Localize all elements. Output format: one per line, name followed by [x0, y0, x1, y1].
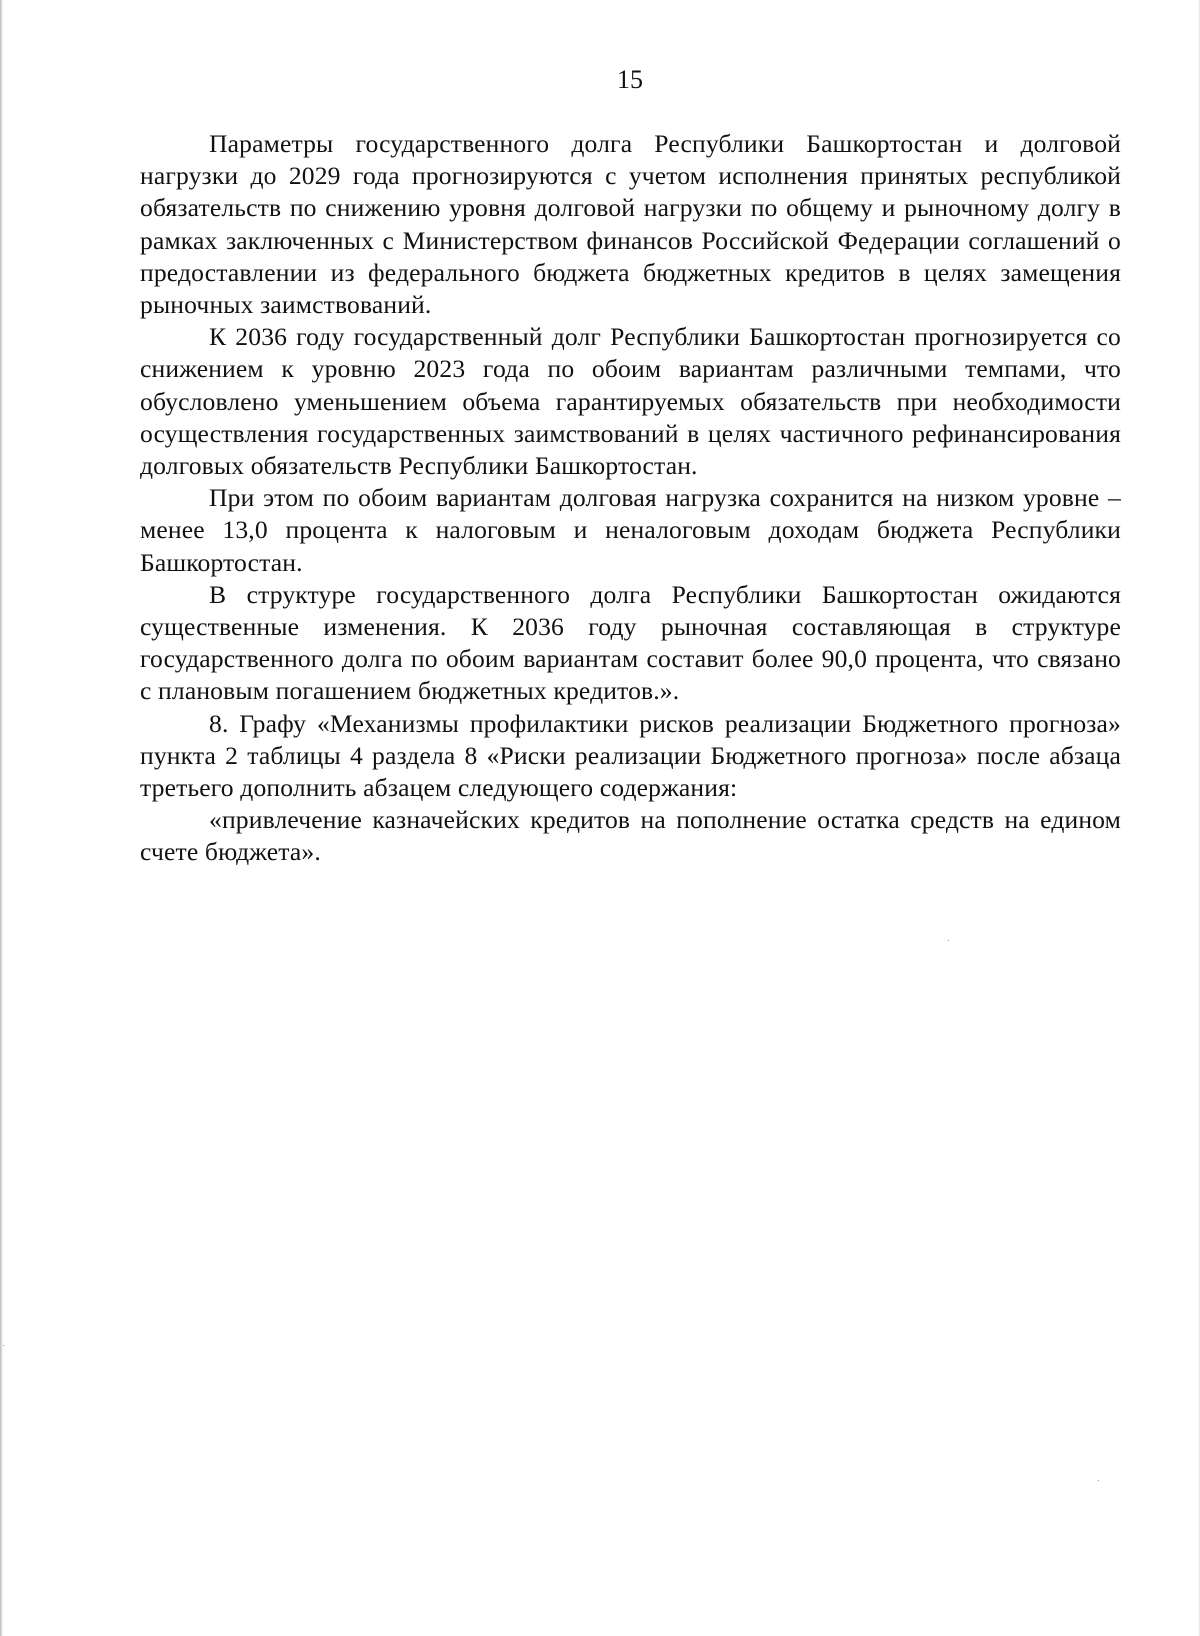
page-number: 15 [617, 65, 643, 94]
paragraph-amendment-quote: «привлечение казначейских кредитов на пополнение остатка средств на едином счете бюджета». [140, 805, 1121, 867]
paragraph-debt-structure: В структуре государственного долга Республики Башкортостан ожидаются существенные изменения. К 2036 году рыночная составляющая в структуре государственного долга по обоим вариантам составит более 90,0 процента, что связано с плановым погашением бюджетных кредитов.». [140, 579, 1121, 706]
scan-edge-left [0, 0, 3, 1636]
paragraph-amendment-8: 8. Графу «Механизмы профилактики рисков реализации Бюджетного прогноза» пункта 2 таблицы 4 раздела 8 «Риски реализации Бюджетного прогноза» после абзаца третьего дополнить абзацем следующего содержания: [140, 708, 1121, 803]
paragraph-debt-load: При этом по обоим вариантам долговая нагрузка сохранится на низком уровне – менее 13,0 процента к налоговым и неналоговым доходам бюджета Республики Башкортостан. [140, 483, 1121, 577]
scan-speck [3, 1345, 4, 1346]
scan-speck [1098, 1480, 1099, 1481]
paragraph-debt-parameters: Параметры государственного долга Республики Башкортостан и долговой нагрузки до 2029 года прогнозируются с учетом исполнения принятых республикой обязательств по снижению уровня долговой нагрузки по общему и рыночному долгу в рамках заключенных с Министерством финансов Российской Федерации соглашений о предоставлении из федерального бюджета бюджетных кредитов в целях замещения рыночных заимствований. [140, 129, 1121, 320]
document-body [140, 128, 1121, 869]
scan-speck [948, 940, 949, 941]
paragraph-debt-forecast-2036: К 2036 году государственный долг Республики Башкортостан прогнозируется со снижением к уровню 2023 года по обоим вариантам различными темпами, что обусловлено уменьшением объема гарантируемых обязательств при необходимости осуществления государственных заимствований в целях частичного рефинансирования долговых обязательств Республики Башкортостан. [140, 322, 1121, 481]
